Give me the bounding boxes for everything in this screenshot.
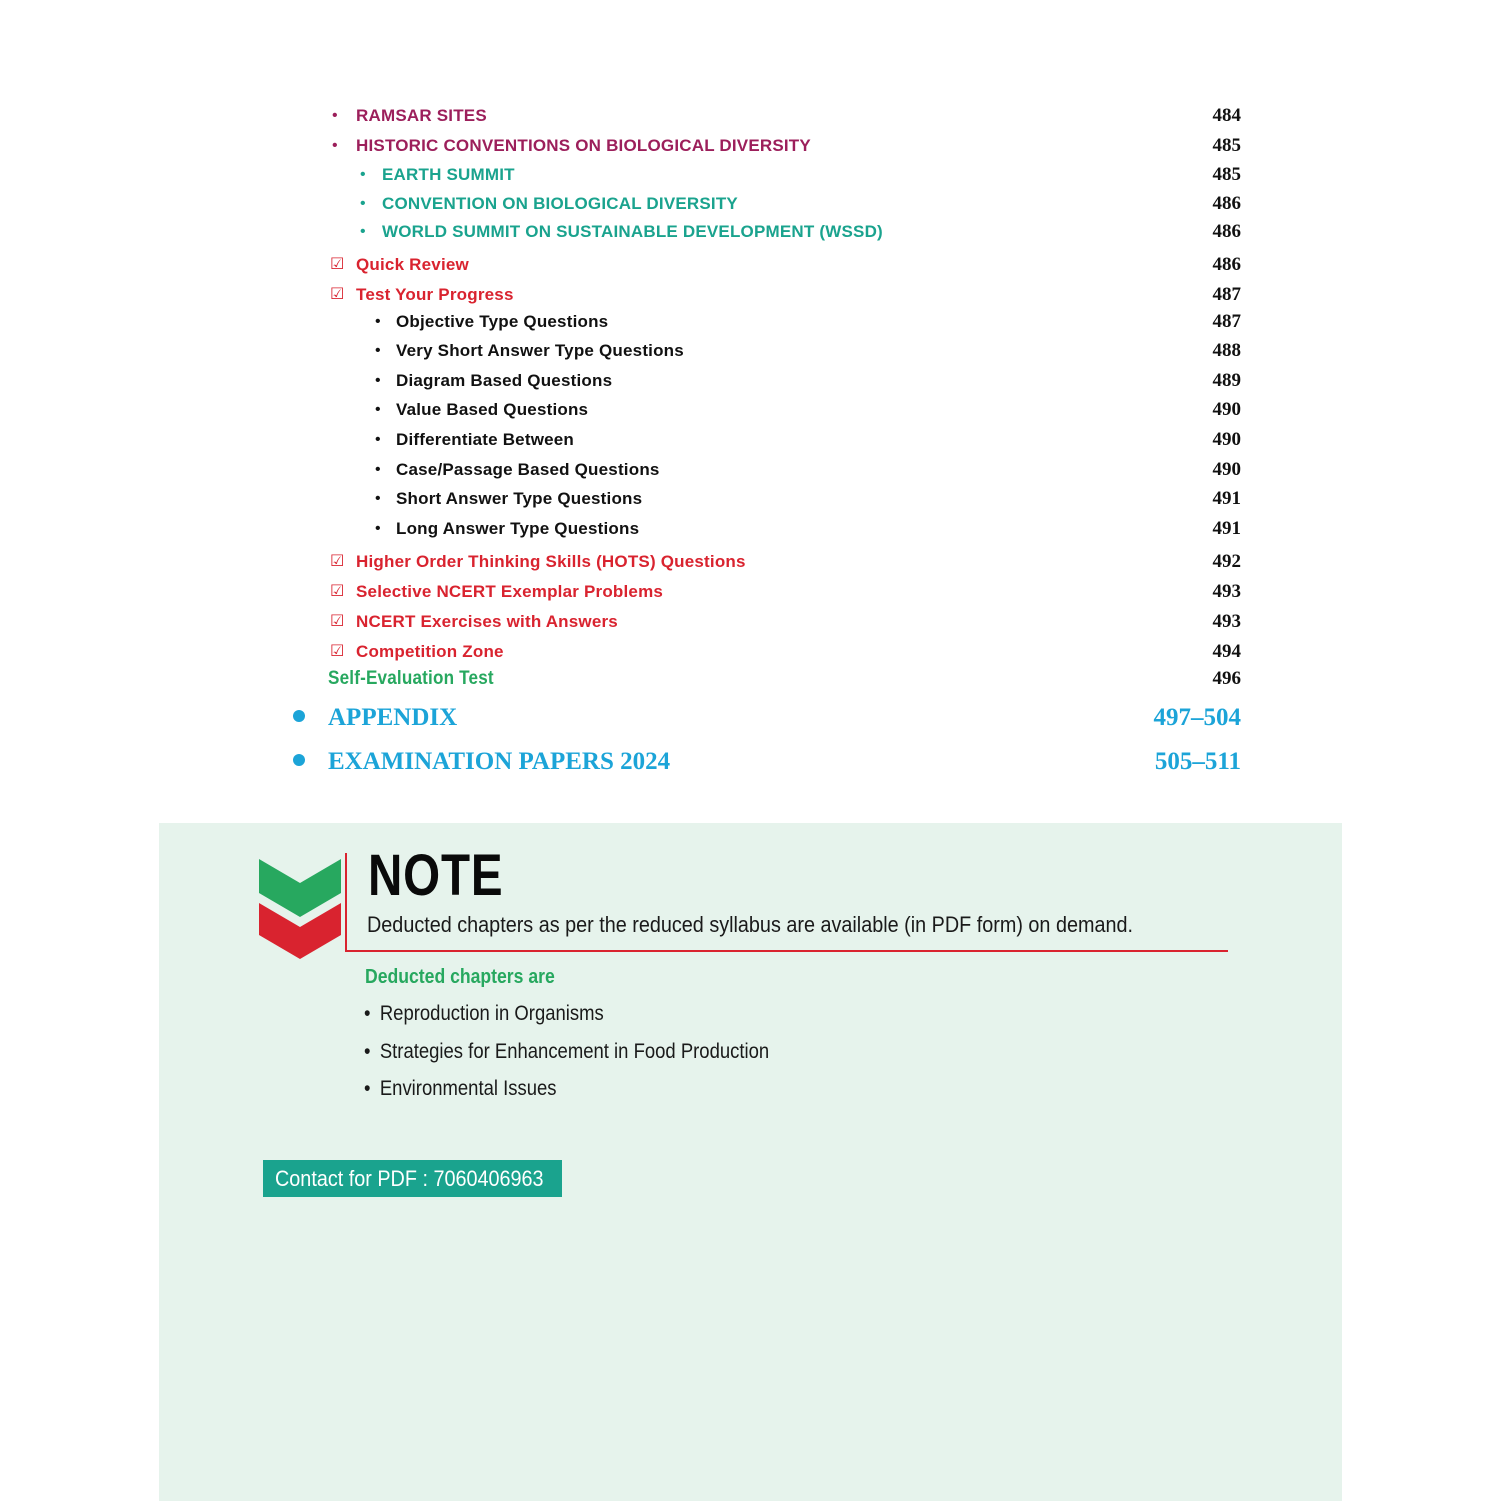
- bullet-icon: •: [375, 520, 381, 537]
- toc-entry-page: 494: [1212, 641, 1241, 662]
- toc-section-label: EXAMINATION PAPERS 2024: [328, 748, 671, 775]
- toc-entry-page: 491: [1212, 518, 1241, 539]
- toc-entry: [0, 104, 1501, 128]
- toc-entry-page: 487: [1212, 311, 1241, 332]
- toc-entry: [0, 220, 1501, 244]
- bullet-icon: •: [375, 342, 381, 359]
- divider-vertical: [345, 853, 347, 951]
- toc-entry-page: 490: [1212, 399, 1241, 420]
- toc-entry: [0, 283, 1501, 307]
- checkbox-icon: ☑: [330, 583, 345, 600]
- toc-entry-page: 485: [1212, 135, 1241, 156]
- bullet-icon: •: [364, 1002, 371, 1025]
- toc-entry-label: EARTH SUMMIT: [382, 165, 515, 184]
- toc-entry-page: 496: [1212, 668, 1241, 689]
- contact-text: Contact for PDF : 7060406963: [275, 1166, 544, 1191]
- bullet-icon: •: [360, 166, 366, 183]
- toc-entry-page: 485: [1212, 164, 1241, 185]
- toc-entry: [0, 369, 1501, 393]
- bullet-icon: •: [375, 431, 381, 448]
- toc-section-label: APPENDIX: [328, 704, 458, 731]
- toc-entry-label: Competition Zone: [356, 642, 504, 661]
- bullet-icon: •: [360, 195, 366, 212]
- toc-entry-page: 484: [1212, 105, 1241, 126]
- toc-entry-page: 488: [1212, 340, 1241, 361]
- bullet-icon: •: [360, 223, 366, 240]
- toc-entry: [0, 134, 1501, 158]
- toc-entry-label: Case/Passage Based Questions: [396, 460, 660, 479]
- toc-entry: [0, 640, 1501, 664]
- checkbox-icon: ☑: [330, 643, 345, 660]
- toc-entry: [0, 610, 1501, 634]
- toc-entry: [0, 253, 1501, 277]
- toc-entry: [0, 517, 1501, 541]
- bullet-icon: [293, 754, 305, 766]
- bullet-icon: •: [332, 137, 338, 154]
- divider-horizontal: [345, 950, 1228, 952]
- bullet-icon: [293, 710, 305, 722]
- toc-entry-label: Diagram Based Questions: [396, 371, 613, 390]
- toc-section-pages: 497–504: [1153, 704, 1241, 731]
- toc-entry-label: Short Answer Type Questions: [396, 489, 643, 508]
- bullet-icon: •: [375, 372, 381, 389]
- list-item: [364, 1001, 604, 1027]
- toc-entry-label: Self-Evaluation Test: [328, 668, 494, 689]
- toc-entry-page: 486: [1212, 193, 1241, 214]
- toc-section: [0, 746, 1501, 778]
- toc-entry-page: 490: [1212, 429, 1241, 450]
- toc-entry: [0, 163, 1501, 187]
- toc-entry: [0, 339, 1501, 363]
- bullet-icon: •: [364, 1077, 371, 1100]
- bullet-icon: •: [364, 1040, 371, 1063]
- toc-entry-label: Value Based Questions: [396, 400, 589, 419]
- note-title: NOTE: [368, 843, 504, 908]
- deducted-chapter: Environmental Issues: [379, 1077, 557, 1100]
- toc-entry-label: Quick Review: [356, 255, 469, 274]
- checkbox-icon: ☑: [330, 613, 345, 630]
- bullet-icon: •: [375, 313, 381, 330]
- toc-section-pages: 505–511: [1154, 748, 1241, 775]
- toc-entry-page: 487: [1212, 284, 1241, 305]
- toc-entry-page: 493: [1212, 581, 1241, 602]
- toc-entry: [0, 310, 1501, 334]
- note-panel: [159, 823, 1342, 1501]
- deducted-chapter: Reproduction in Organisms: [379, 1002, 604, 1025]
- bullet-icon: •: [375, 490, 381, 507]
- deducted-heading: Deducted chapters are: [365, 966, 555, 988]
- toc-entry-label: HISTORIC CONVENTIONS ON BIOLOGICAL DIVERSITY: [356, 136, 811, 155]
- toc-entry: [0, 487, 1501, 511]
- toc-entry: [0, 550, 1501, 574]
- toc-entry-label: Test Your Progress: [356, 285, 514, 304]
- checkbox-icon: ☑: [330, 553, 345, 570]
- toc-entry-page: 491: [1212, 488, 1241, 509]
- toc-entry-label: Objective Type Questions: [396, 312, 609, 331]
- list-item: [364, 1076, 557, 1102]
- bullet-icon: •: [375, 401, 381, 418]
- list-item: [364, 1039, 769, 1065]
- toc-entry-label: CONVENTION ON BIOLOGICAL DIVERSITY: [382, 194, 738, 213]
- bullet-icon: •: [375, 461, 381, 478]
- toc-entry-label: Higher Order Thinking Skills (HOTS) Questions: [356, 552, 746, 571]
- contact-badge: [263, 1160, 562, 1197]
- toc-entry: [0, 398, 1501, 422]
- checkbox-icon: ☑: [330, 286, 345, 303]
- note-text: Deducted chapters as per the reduced syllabus are available (in PDF form) on demand.: [367, 912, 1134, 937]
- deducted-chapter: Strategies for Enhancement in Food Production: [379, 1040, 770, 1063]
- bullet-icon: •: [332, 107, 338, 124]
- toc-entry: [0, 580, 1501, 604]
- toc-entry: [0, 192, 1501, 216]
- toc-entry-label: WORLD SUMMIT ON SUSTAINABLE DEVELOPMENT (WSSD): [382, 222, 883, 241]
- toc-entry-label: Long Answer Type Questions: [396, 519, 640, 538]
- toc-entry: [0, 667, 1501, 691]
- toc-entry-label: Selective NCERT Exemplar Problems: [356, 582, 664, 601]
- toc-entry-page: 493: [1212, 611, 1241, 632]
- toc-entry-page: 486: [1212, 221, 1241, 242]
- toc-section: [0, 702, 1501, 734]
- toc-entry-label: Differentiate Between: [396, 430, 575, 449]
- toc-entry-page: 486: [1212, 254, 1241, 275]
- checkbox-icon: ☑: [330, 256, 345, 273]
- toc-entry: [0, 428, 1501, 452]
- toc-entry: [0, 458, 1501, 482]
- toc-entry-page: 492: [1212, 551, 1241, 572]
- toc-entry-label: RAMSAR SITES: [356, 106, 487, 125]
- toc-entry-label: NCERT Exercises with Answers: [356, 612, 618, 631]
- chevron-down-icon: [259, 859, 341, 959]
- toc-entry-page: 490: [1212, 459, 1241, 480]
- toc-entry-label: Very Short Answer Type Questions: [396, 341, 684, 360]
- toc-entry-page: 489: [1212, 370, 1241, 391]
